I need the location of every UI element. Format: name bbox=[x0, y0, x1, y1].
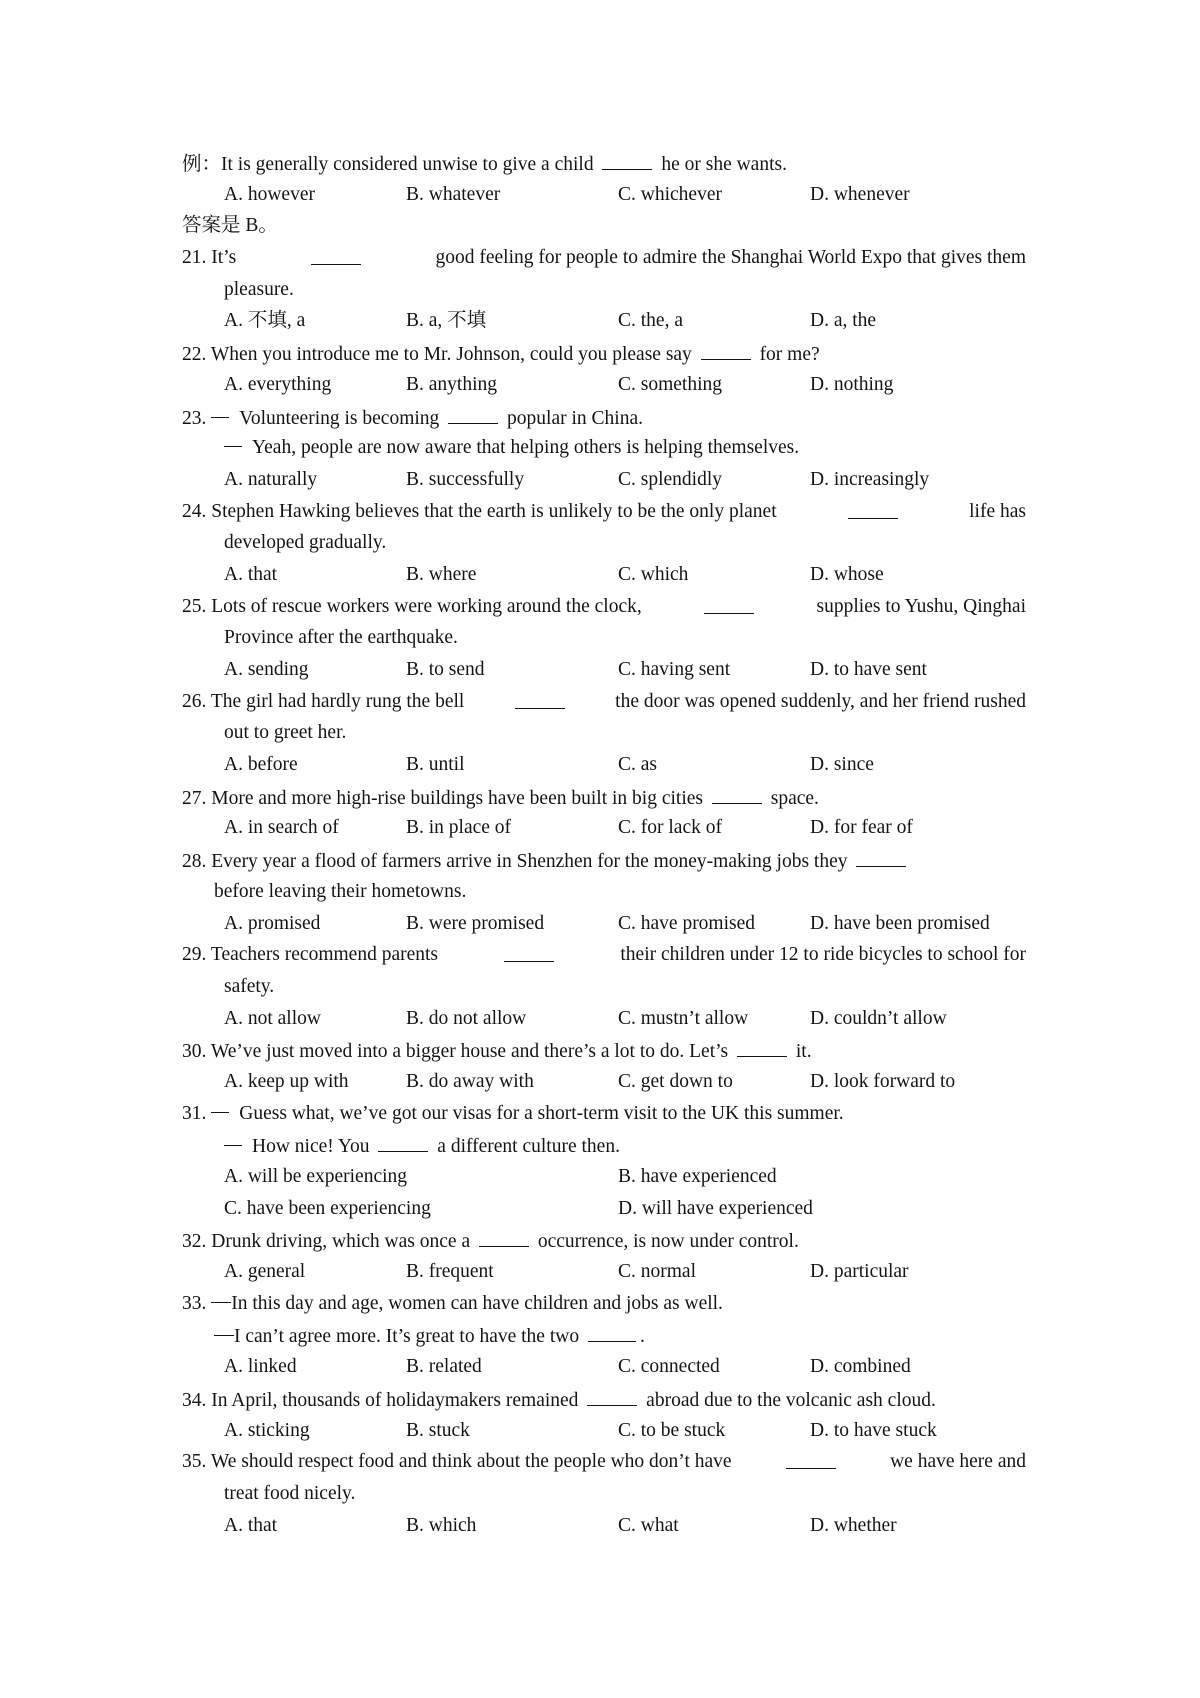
question-29-cont: safety. bbox=[224, 975, 275, 997]
question-26-options bbox=[182, 749, 1026, 781]
question-text: In this day and age, women can have children and jobs as well. bbox=[231, 1292, 723, 1314]
option-d: D. since bbox=[810, 754, 874, 776]
question-31 bbox=[182, 1098, 1026, 1130]
question-33-reply bbox=[182, 1319, 1026, 1351]
question-30-options bbox=[182, 1066, 1026, 1098]
option-c: C. have been experiencing bbox=[224, 1197, 431, 1219]
question-28 bbox=[182, 844, 1026, 876]
answer-blank bbox=[587, 1383, 637, 1406]
answer-blank bbox=[786, 1446, 836, 1469]
option-d: D. look forward to bbox=[810, 1070, 956, 1092]
answer-blank bbox=[701, 337, 751, 360]
question-24-cont: developed gradually. bbox=[224, 532, 387, 554]
option-a: A. general bbox=[224, 1261, 306, 1283]
question-text: the door was opened suddenly, and her friend rushed bbox=[615, 690, 1026, 712]
question-23-options bbox=[182, 464, 1026, 496]
question-28-cont: before leaving their hometowns. bbox=[214, 880, 467, 902]
question-22-options bbox=[182, 369, 1026, 401]
question-text: for me? bbox=[759, 344, 820, 366]
question-24-options bbox=[182, 559, 1026, 591]
option-a: A. however bbox=[224, 183, 315, 205]
option-b: B. do away with bbox=[406, 1070, 534, 1092]
option-c: C. normal bbox=[618, 1261, 696, 1283]
option-a: A. keep up with bbox=[224, 1070, 349, 1092]
option-c: C. for lack of bbox=[618, 817, 722, 839]
question-text: 34. In April, thousands of holidaymakers remained bbox=[182, 1389, 579, 1411]
option-a: A. in search of bbox=[224, 817, 339, 839]
option-d: D. a, the bbox=[810, 310, 877, 332]
question-22 bbox=[182, 337, 1026, 369]
question-35 bbox=[182, 1446, 1026, 1478]
option-a: A. before bbox=[224, 754, 298, 776]
option-d: D. nothing bbox=[810, 373, 894, 395]
option-b: B. stuck bbox=[406, 1419, 470, 1441]
option-c: C. the, a bbox=[618, 310, 683, 332]
option-a: A. 不填, a bbox=[224, 310, 306, 332]
question-text: How nice! You bbox=[252, 1136, 370, 1158]
dialogue-dash bbox=[224, 446, 242, 447]
option-b: B. frequent bbox=[406, 1261, 494, 1283]
question-text: their children under 12 to ride bicycles to school for bbox=[620, 944, 1026, 966]
answer-blank bbox=[712, 781, 762, 804]
question-29-options bbox=[182, 1003, 1026, 1035]
option-b: B. until bbox=[406, 754, 465, 776]
question-text: 30. We’ve just moved into a bigger house and there’s a lot to do. Let’s bbox=[182, 1041, 729, 1063]
option-c: C. something bbox=[618, 373, 723, 395]
question-31-reply bbox=[182, 1129, 1026, 1161]
question-text: 26. The girl had hardly rung the bell bbox=[182, 690, 465, 712]
question-23-reply bbox=[182, 432, 1026, 464]
answer-blank bbox=[311, 242, 361, 265]
option-b: B. related bbox=[406, 1356, 482, 1378]
answer-blank bbox=[448, 401, 498, 424]
question-27 bbox=[182, 781, 1026, 813]
option-d: D. combined bbox=[810, 1356, 911, 1378]
option-b: B. were promised bbox=[406, 912, 545, 934]
option-d: D. will have experienced bbox=[618, 1197, 813, 1219]
question-27-options bbox=[182, 812, 1026, 844]
question-text: 32. Drunk driving, which was once a bbox=[182, 1231, 471, 1253]
question-text: 28. Every year a flood of farmers arrive in Shenzhen for the money-making jobs they bbox=[182, 851, 848, 873]
option-d: D. for fear of bbox=[810, 817, 913, 839]
option-b: B. do not allow bbox=[406, 1007, 527, 1029]
option-a: A. not allow bbox=[224, 1007, 321, 1029]
question-23 bbox=[182, 401, 1026, 433]
option-a: A. sticking bbox=[224, 1419, 310, 1441]
example-prefix: 例： bbox=[182, 154, 222, 175]
option-a: A. linked bbox=[224, 1356, 297, 1378]
answer-blank bbox=[479, 1224, 529, 1247]
question-text: I can’t agree more. It’s great to have the two bbox=[234, 1326, 580, 1348]
question-text: 24. Stephen Hawking believes that the earth is unlikely to be the only planet bbox=[182, 500, 777, 522]
example-text: he or she wants. bbox=[661, 154, 787, 175]
option-a: A. naturally bbox=[224, 468, 318, 490]
question-text: we have here and bbox=[890, 1451, 1026, 1473]
question-text: 27. More and more high-rise buildings have been built in big cities bbox=[182, 787, 703, 809]
option-b: B. to send bbox=[406, 659, 485, 680]
option-c: C. connected bbox=[618, 1356, 720, 1378]
question-25 bbox=[182, 591, 1026, 623]
question-35-cont: treat food nicely. bbox=[224, 1482, 356, 1504]
option-c: C. mustn’t allow bbox=[618, 1007, 749, 1029]
option-d: D. increasingly bbox=[810, 468, 930, 490]
question-33 bbox=[182, 1288, 1026, 1320]
option-c: C. get down to bbox=[618, 1070, 733, 1092]
answer-blank bbox=[704, 591, 754, 614]
option-a: A. sending bbox=[224, 659, 309, 680]
example-text: It is generally considered unwise to give a child bbox=[221, 154, 594, 175]
answer-blank bbox=[515, 686, 565, 709]
question-31-options-row2 bbox=[182, 1193, 1026, 1225]
option-d: D. whose bbox=[810, 563, 884, 585]
question-number: 31. bbox=[182, 1102, 207, 1124]
option-b: B. have experienced bbox=[618, 1166, 777, 1187]
question-33-options bbox=[182, 1351, 1026, 1383]
question-31-options-row1 bbox=[182, 1161, 1026, 1193]
question-32-options bbox=[182, 1256, 1026, 1288]
option-c: C. whichever bbox=[618, 183, 722, 205]
question-30 bbox=[182, 1034, 1026, 1066]
option-a: A. promised bbox=[224, 912, 321, 934]
question-25-cont: Province after the earthquake. bbox=[224, 627, 458, 649]
option-c: C. have promised bbox=[618, 912, 756, 934]
option-a: A. that bbox=[224, 563, 278, 585]
question-28-options bbox=[182, 908, 1026, 940]
option-b: B. whatever bbox=[406, 183, 501, 205]
dialogue-dash bbox=[224, 1145, 242, 1146]
option-c: C. as bbox=[618, 754, 657, 776]
question-text: good feeling for people to admire the Shanghai World Expo that gives them bbox=[435, 247, 1026, 269]
question-32 bbox=[182, 1224, 1026, 1256]
dialogue-dash bbox=[211, 417, 229, 418]
option-d: D. whenever bbox=[810, 183, 910, 205]
question-text: it. bbox=[795, 1041, 812, 1063]
option-c: C. what bbox=[618, 1514, 679, 1536]
question-text: 29. Teachers recommend parents bbox=[182, 944, 439, 966]
question-list bbox=[182, 147, 1026, 1541]
question-text: 25. Lots of rescue workers were working around the clock, bbox=[182, 595, 642, 617]
question-text: 21. It’s bbox=[182, 247, 237, 269]
option-b: B. successfully bbox=[406, 468, 525, 490]
question-text: abroad due to the volcanic ash cloud. bbox=[646, 1389, 936, 1411]
example-options bbox=[182, 179, 1026, 211]
question-text: space. bbox=[770, 787, 819, 809]
option-a: A. that bbox=[224, 1514, 278, 1536]
option-a: A. will be experiencing bbox=[224, 1166, 408, 1187]
option-a: A. everything bbox=[224, 373, 332, 395]
question-text: . bbox=[639, 1326, 645, 1348]
option-b: B. where bbox=[406, 563, 477, 585]
question-26-cont: out to greet her. bbox=[224, 722, 347, 744]
answer-blank bbox=[848, 496, 898, 519]
example-answer: 答案是 B。 bbox=[182, 215, 278, 237]
option-b: B. in place of bbox=[406, 817, 512, 839]
question-34-options bbox=[182, 1415, 1026, 1447]
option-d: D. whether bbox=[810, 1514, 897, 1536]
answer-blank bbox=[588, 1319, 636, 1342]
question-text: popular in China. bbox=[507, 407, 643, 429]
answer-blank bbox=[504, 939, 554, 962]
option-d: D. to have stuck bbox=[810, 1419, 937, 1441]
question-text: supplies to Yushu, Qinghai bbox=[816, 595, 1026, 617]
question-26 bbox=[182, 686, 1026, 718]
question-21-options bbox=[182, 305, 1026, 337]
question-24 bbox=[182, 496, 1026, 528]
question-number: 33. bbox=[182, 1292, 207, 1314]
question-text: 35. We should respect food and think about the people who don’t have bbox=[182, 1451, 732, 1473]
question-text: Guess what, we’ve got our visas for a short-term visit to the UK this summer. bbox=[239, 1102, 844, 1124]
option-c: C. which bbox=[618, 563, 689, 585]
option-b: B. anything bbox=[406, 373, 497, 395]
answer-blank bbox=[856, 844, 906, 867]
option-c: C. having sent bbox=[618, 659, 731, 680]
question-25-options bbox=[182, 654, 1026, 686]
question-21 bbox=[182, 242, 1026, 274]
option-d: D. particular bbox=[810, 1261, 909, 1283]
option-d: D. have been promised bbox=[810, 912, 990, 934]
option-c: C. to be stuck bbox=[618, 1419, 726, 1441]
question-34 bbox=[182, 1383, 1026, 1415]
option-b: B. which bbox=[406, 1514, 477, 1536]
question-35-options bbox=[182, 1510, 1026, 1542]
example-stem bbox=[182, 147, 1026, 179]
question-29 bbox=[182, 939, 1026, 971]
answer-blank bbox=[602, 147, 652, 170]
question-text: occurrence, is now under control. bbox=[537, 1231, 799, 1253]
option-b: B. a, 不填 bbox=[406, 310, 487, 332]
dialogue-dash bbox=[214, 1335, 234, 1336]
dialogue-dash bbox=[211, 1112, 229, 1113]
option-d: D. to have sent bbox=[810, 659, 927, 680]
option-d: D. couldn’t allow bbox=[810, 1007, 947, 1029]
dialogue-dash bbox=[211, 1302, 231, 1303]
answer-blank bbox=[737, 1034, 787, 1057]
option-c: C. splendidly bbox=[618, 468, 723, 490]
question-text: Yeah, people are now aware that helping others is helping themselves. bbox=[252, 437, 800, 459]
question-21-cont: pleasure. bbox=[224, 278, 294, 300]
answer-blank bbox=[378, 1129, 428, 1152]
question-text: 22. When you introduce me to Mr. Johnson, could you please say bbox=[182, 344, 692, 366]
question-text: a different culture then. bbox=[437, 1136, 620, 1158]
question-number: 23. bbox=[182, 407, 207, 429]
question-text: Volunteering is becoming bbox=[239, 407, 440, 429]
question-text: life has bbox=[969, 500, 1026, 522]
